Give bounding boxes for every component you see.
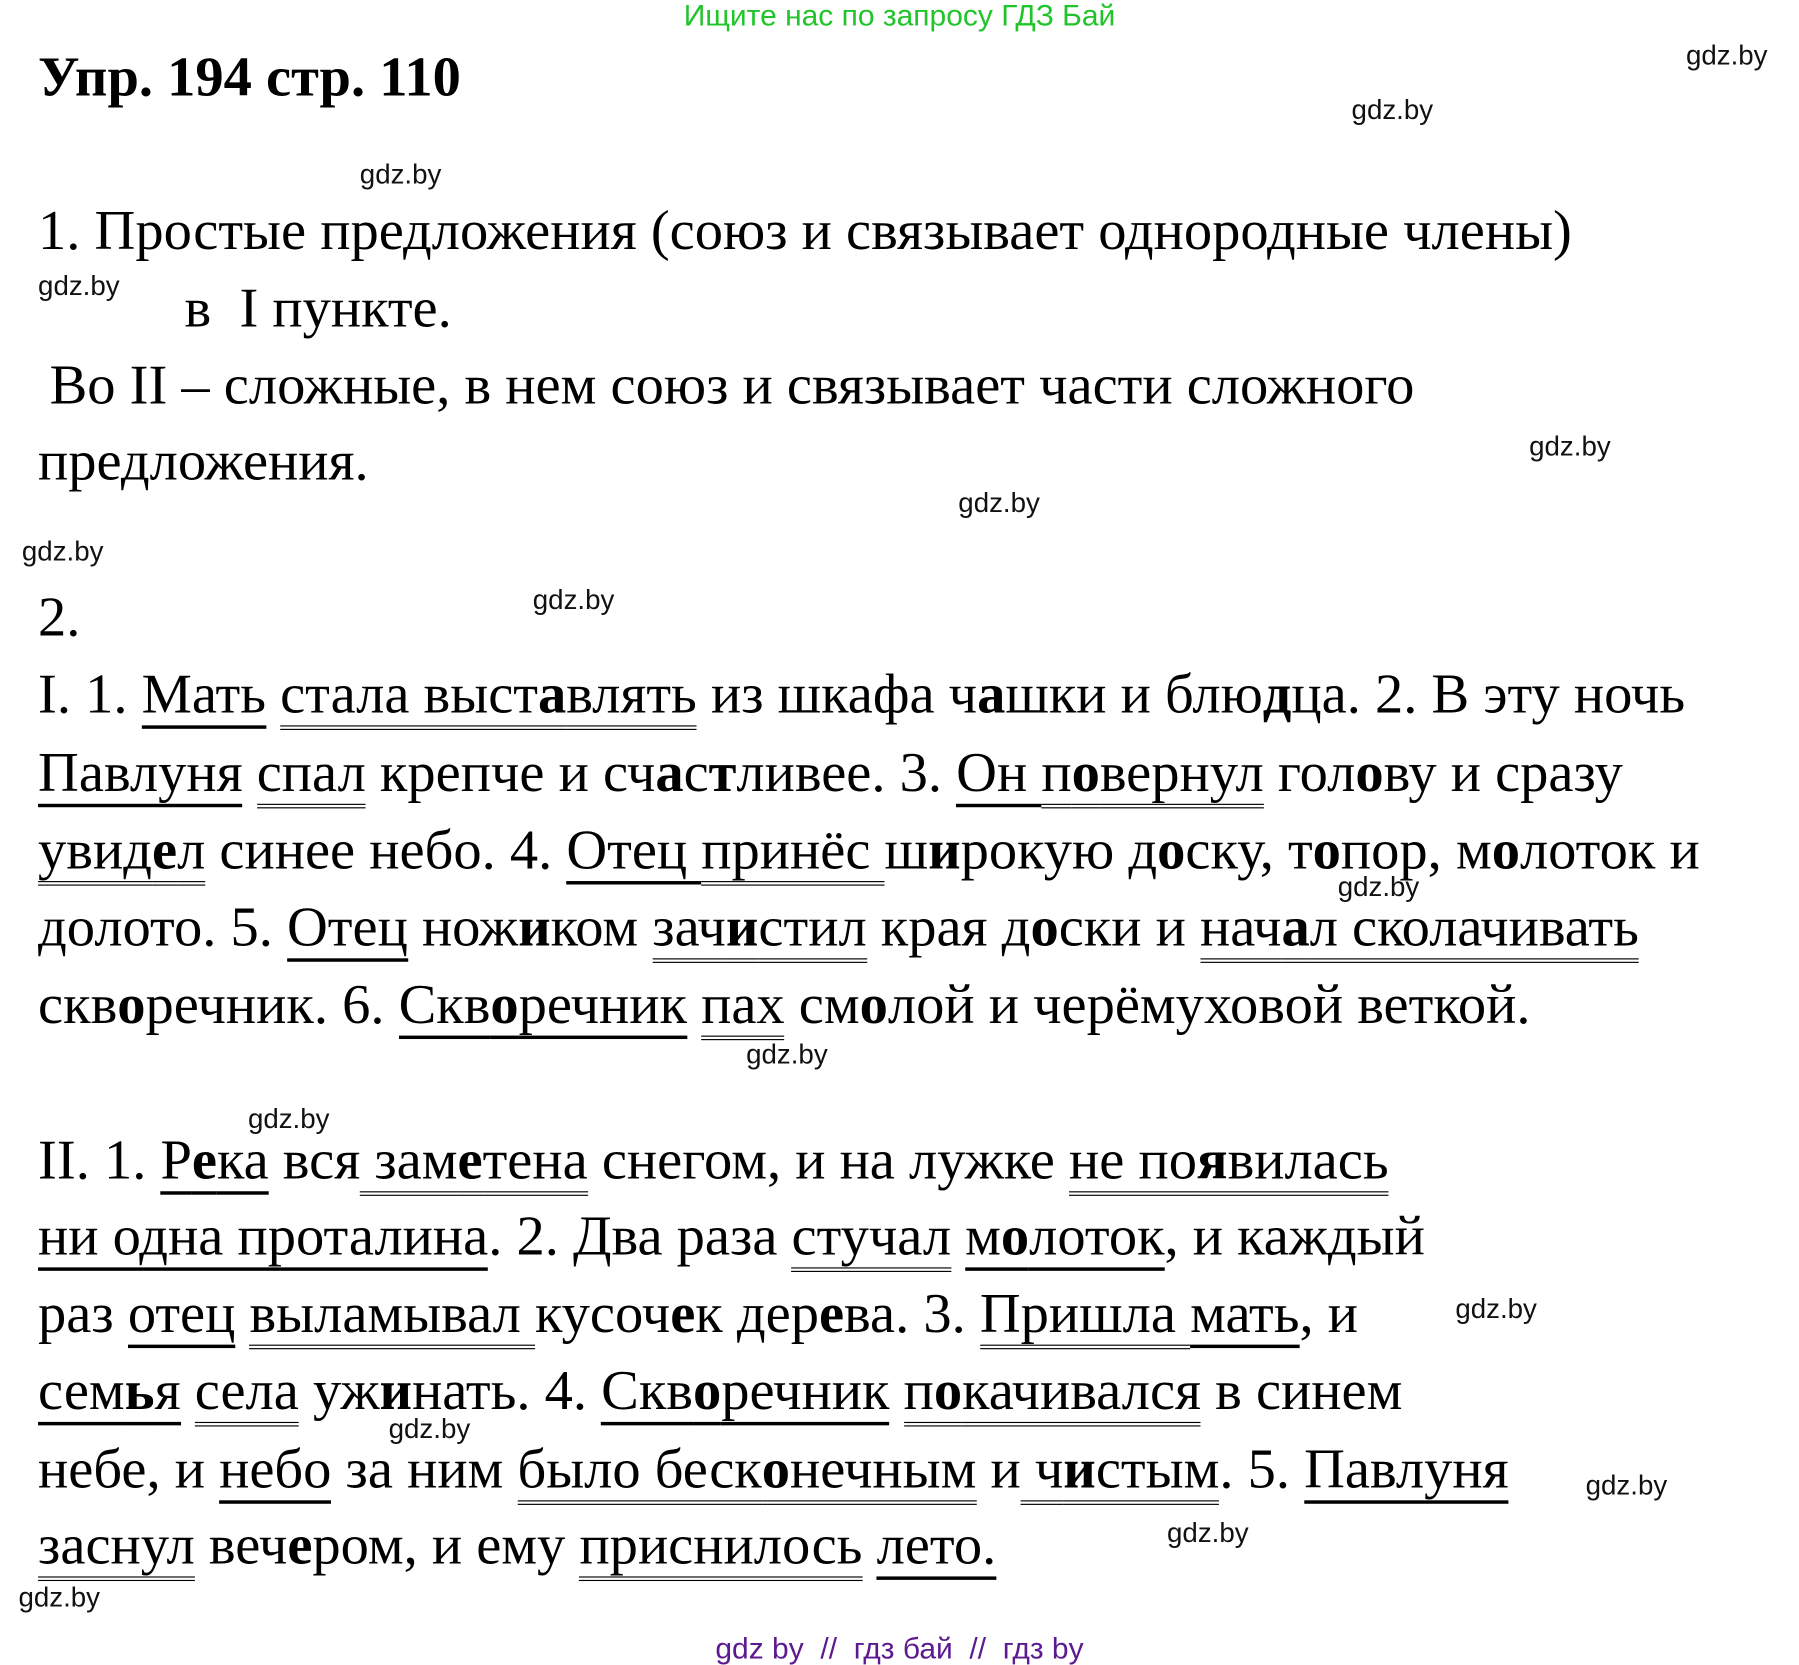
predicate-word: а: [1281, 894, 1309, 962]
plain-text: синее небо. 4.: [205, 817, 567, 881]
predicate-word: нач: [1200, 894, 1281, 962]
plain-text: [687, 972, 701, 1035]
subject-word: Павлуня: [38, 740, 243, 807]
predicate-word: е: [152, 817, 177, 885]
sentence-line: [38, 1127, 1389, 1191]
plain-text: крепче и сч: [365, 739, 656, 804]
predicate-word: о: [762, 1436, 790, 1504]
predicate-word: нечным: [790, 1436, 976, 1504]
plain-text: [181, 1358, 195, 1421]
plain-text: небе, и: [38, 1436, 220, 1500]
subject-word: е: [192, 1127, 217, 1194]
plain-text: . 2. Два раза: [488, 1203, 792, 1267]
plain-text: в синем: [1201, 1357, 1403, 1422]
plain-text: ва. 3.: [844, 1280, 980, 1345]
watermark: gdz.by: [359, 159, 442, 191]
predicate-word: не по: [1069, 1127, 1197, 1195]
predicate-word: принёс: [701, 817, 884, 885]
watermark: gdz.by: [1529, 431, 1611, 463]
page-title: Упр. 194 стр. 110: [38, 44, 461, 109]
plain-text: речник. 6.: [145, 971, 399, 1035]
plain-text: , и: [1299, 1280, 1359, 1345]
sentence-line: [38, 1512, 997, 1576]
sentence-line: [38, 661, 1686, 725]
plain-text: нать. 4.: [412, 1357, 602, 1422]
predicate-word: зач: [652, 894, 726, 962]
stressed-letter: е: [670, 1280, 696, 1345]
plain-text: и: [976, 1436, 1021, 1500]
plain-text: ром, и ему: [312, 1512, 580, 1576]
subject-word: ка: [217, 1127, 269, 1194]
sentence-line: [38, 817, 1700, 881]
plain-text: ву и сразу: [1383, 739, 1623, 804]
stressed-letter: о: [117, 971, 146, 1035]
plain-text: II. 1.: [38, 1127, 161, 1191]
footer-banner: gdz by // гдз бай // гдз by: [715, 1630, 1084, 1665]
subject-word: Отец: [287, 894, 408, 961]
stressed-letter: е: [287, 1512, 313, 1576]
plain-text: раз: [38, 1280, 128, 1345]
stressed-letter: а: [977, 661, 1006, 725]
plain-text: к дер: [695, 1280, 819, 1345]
subject-word: ни одна проталина: [38, 1203, 488, 1270]
plain-text: шки и блю: [1005, 661, 1263, 725]
plain-text: снегом, и на лужке: [587, 1127, 1070, 1191]
plain-text: из шкафа ч: [696, 661, 978, 725]
sentence-line: [38, 1357, 1403, 1422]
plain-text: веч: [194, 1512, 288, 1576]
plain-text: гол: [1263, 739, 1356, 804]
plain-text: ца. 2. В эту ночь: [1291, 661, 1686, 725]
predicate-word: е: [458, 1127, 483, 1195]
plain-text: уж: [298, 1357, 380, 1422]
watermark: gdz.by: [532, 584, 615, 616]
predicate-word: ч: [1021, 1436, 1064, 1504]
watermark: gdz.by: [1167, 1517, 1249, 1549]
part1-line: 1. Простые предложения (союз и связывает однородные члены): [38, 197, 1572, 262]
stressed-letter: о: [859, 971, 888, 1035]
predicate-word: Пришла: [980, 1281, 1190, 1349]
plain-text: ливее. 3.: [736, 739, 957, 804]
stressed-letter: о: [1157, 817, 1186, 881]
part1-line: в I пункте.: [184, 275, 452, 339]
plain-text: I. 1.: [38, 661, 142, 725]
predicate-word: зам: [360, 1127, 457, 1195]
subject-word: небо: [219, 1436, 331, 1503]
subject-word: Отец: [566, 817, 701, 884]
predicate-word: и: [1063, 1436, 1096, 1504]
subject-word: мать: [1190, 1281, 1299, 1348]
predicate-word: пах: [701, 972, 785, 1040]
subject-word: ь: [125, 1358, 155, 1425]
predicate-word: п: [904, 1358, 934, 1426]
subject-word: Скв: [601, 1358, 693, 1425]
sentence-line: [38, 1280, 1359, 1345]
plain-text: [951, 1203, 965, 1266]
watermark: gdz.by: [958, 487, 1040, 519]
plain-text: ш: [884, 817, 929, 881]
watermark: gdz.by: [21, 536, 104, 568]
watermark: gdz.by: [247, 1103, 330, 1135]
watermark: gdz.by: [38, 271, 120, 303]
predicate-word: было беск: [517, 1436, 761, 1504]
stressed-letter: о: [1355, 739, 1384, 804]
stressed-letter: и: [928, 817, 961, 881]
plain-text: рокую д: [960, 817, 1158, 881]
predicate-word: выламывал: [250, 1281, 535, 1349]
plain-text: см: [784, 971, 860, 1035]
sentence-line: [38, 894, 1639, 958]
subject-word: речник: [721, 1358, 889, 1425]
subject-word: лето.: [877, 1512, 997, 1579]
predicate-word: качивался: [962, 1358, 1201, 1426]
part2-label: 2.: [38, 584, 81, 648]
stressed-letter: о: [1030, 894, 1059, 958]
plain-text: края д: [866, 894, 1031, 958]
plain-text: [235, 1281, 249, 1344]
predicate-word: л: [177, 817, 205, 885]
search-hint-banner: Ищите нас по запросу ГДЗ Бай: [683, 0, 1116, 33]
subject-word: отец: [128, 1281, 236, 1348]
plain-text: кусоч: [534, 1280, 671, 1345]
plain-text: с: [683, 739, 709, 804]
stressed-letter: и: [379, 1357, 413, 1422]
watermark: gdz.by: [746, 1039, 828, 1071]
plain-text: долото. 5.: [38, 894, 287, 958]
predicate-word: влять: [566, 661, 697, 729]
predicate-word: села: [195, 1358, 299, 1426]
predicate-word: стым: [1096, 1436, 1220, 1504]
subject-word: Павлуня: [1304, 1436, 1509, 1503]
plain-text: нож: [407, 894, 519, 958]
predicate-word: тена: [483, 1127, 588, 1195]
predicate-word: я: [1197, 1127, 1228, 1195]
subject-word: Он: [956, 740, 1041, 807]
plain-text: за ним: [331, 1436, 518, 1500]
predicate-word: о: [934, 1358, 962, 1426]
subject-word: я: [155, 1358, 181, 1425]
stressed-letter: е: [818, 1280, 845, 1345]
plain-text: [890, 1358, 904, 1421]
subject-word: о: [1001, 1203, 1029, 1270]
predicate-word: стучал: [792, 1203, 951, 1271]
predicate-word: и: [726, 894, 759, 962]
predicate-word: о: [1072, 740, 1100, 808]
plain-text: пор, м: [1340, 817, 1492, 881]
watermark: gdz.by: [1337, 871, 1420, 903]
stressed-letter: а: [655, 739, 684, 804]
subject-word: речник: [519, 972, 687, 1039]
plain-text: ску, т: [1185, 817, 1313, 881]
watermark: gdz.by: [1351, 94, 1434, 126]
stressed-letter: д: [1262, 661, 1292, 725]
subject-word: сем: [38, 1358, 125, 1425]
plain-text: . 5.: [1219, 1436, 1305, 1500]
watermark: gdz.by: [18, 1582, 101, 1614]
plain-text: скв: [38, 971, 118, 1035]
predicate-word: л сколачивать: [1310, 894, 1639, 962]
watermark: gdz.by: [1585, 1470, 1668, 1502]
part1-line: предложения.: [38, 428, 369, 492]
plain-text: , и каждый: [1164, 1203, 1425, 1267]
predicate-word: заснул: [38, 1512, 195, 1580]
predicate-word: стала выст: [280, 661, 538, 729]
plain-text: лоток и: [1519, 817, 1700, 881]
watermark: gdz.by: [1455, 1293, 1537, 1326]
predicate-word: п: [1041, 740, 1071, 808]
predicate-word: увид: [38, 817, 152, 885]
subject-word: о: [693, 1358, 721, 1425]
plain-text: [266, 661, 280, 724]
predicate-word: вилась: [1228, 1127, 1389, 1195]
sentence-line: [38, 1203, 1425, 1267]
plain-text: вся: [268, 1127, 361, 1191]
stressed-letter: т: [708, 739, 737, 804]
predicate-word: вернул: [1100, 740, 1264, 808]
predicate-word: спал: [257, 740, 366, 808]
subject-word: лоток: [1029, 1203, 1164, 1270]
predicate-word: стил: [758, 894, 866, 962]
stressed-letter: о: [1491, 817, 1520, 881]
sentence-line: [38, 1436, 1509, 1500]
plain-text: ски и: [1058, 894, 1200, 958]
stressed-letter: о: [1312, 817, 1341, 881]
subject-word: Р: [160, 1127, 191, 1194]
subject-word: Скв: [399, 972, 491, 1039]
stressed-letter: и: [518, 894, 551, 958]
part1-line: Во II – сложные, в нем союз и связывает части сложного: [49, 352, 1415, 416]
predicate-word: а: [538, 661, 566, 729]
sentence-line: [38, 971, 1531, 1035]
plain-text: [862, 1512, 876, 1575]
sentence-line: [38, 739, 1623, 804]
subject-word: Мать: [142, 661, 266, 728]
watermark: gdz.by: [1685, 40, 1768, 72]
plain-text: ком: [550, 894, 653, 958]
plain-text: лой и черёмуховой веткой.: [887, 971, 1531, 1035]
subject-word: о: [490, 972, 518, 1039]
watermark: gdz.by: [388, 1413, 471, 1445]
subject-word: м: [965, 1203, 1001, 1270]
predicate-word: приснилось: [579, 1512, 862, 1580]
plain-text: [243, 740, 257, 803]
